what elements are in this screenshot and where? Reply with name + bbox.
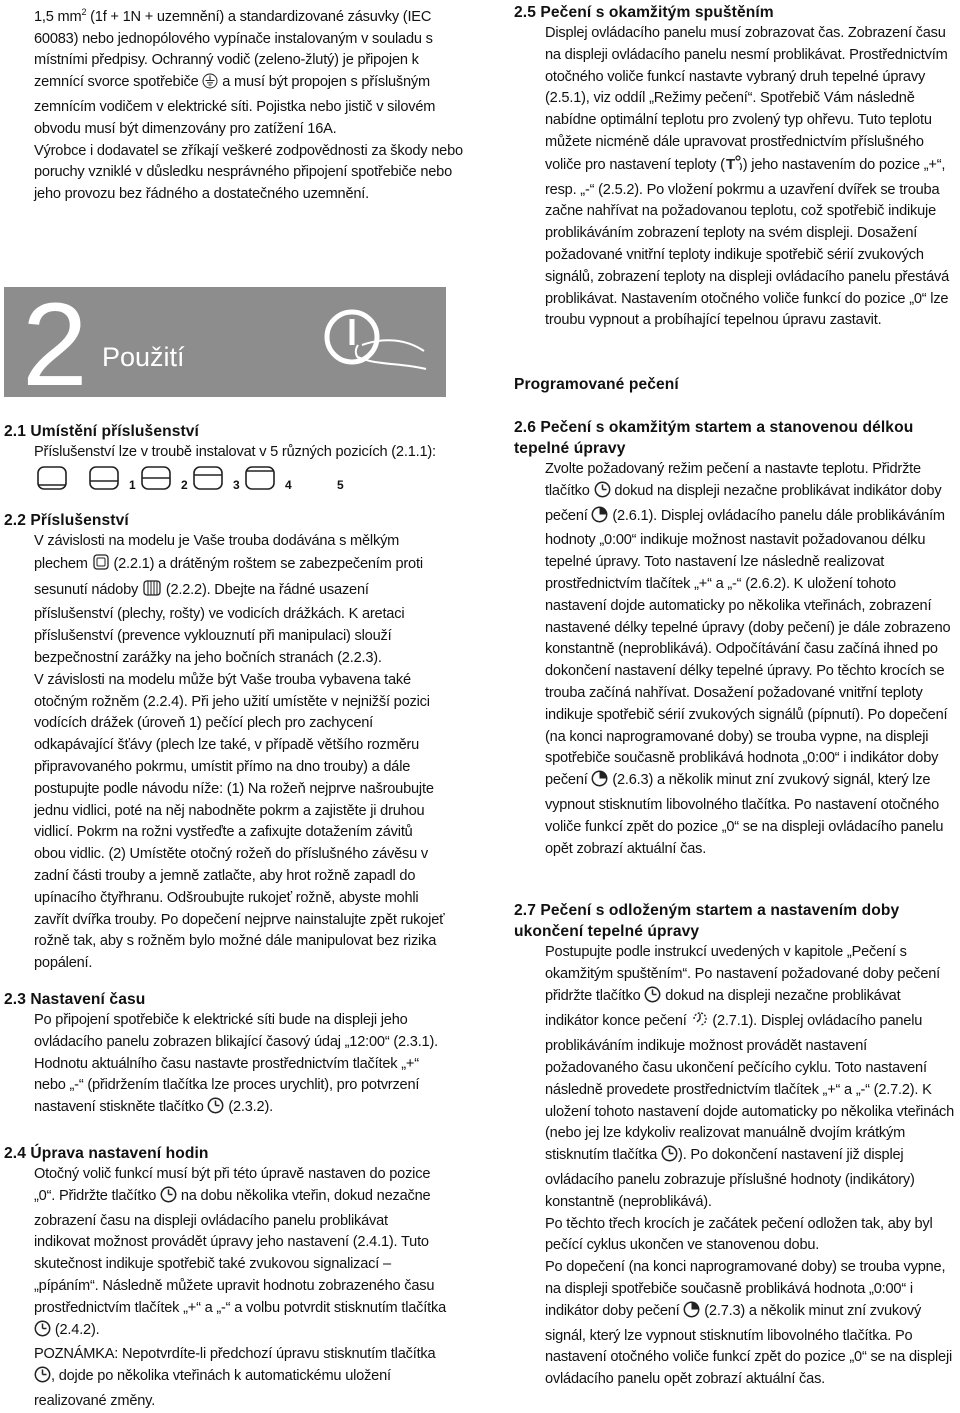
section-2-4-text: [4, 1164, 446, 1344]
ground-symbol-icon: [202, 73, 218, 97]
chapter-banner: [4, 287, 446, 397]
section-2-2-body-b: (2.2.1) a drátěným roštem se zabezpečením proti sesunutí nádoby: [34, 555, 423, 598]
section-2-6: [514, 417, 954, 860]
power-knob-icon: [314, 299, 434, 389]
intro-block: [34, 2, 466, 206]
chapter-title: Použití: [102, 342, 185, 372]
section-2-5-text: [514, 23, 957, 332]
section-2-4-title: 2.4 Úprava nastavení hodin: [4, 1145, 209, 1162]
section-2-4-note-b: , dojde po několika vteřinách k automatickému uložení realizované změny.: [34, 1368, 391, 1409]
section-2-4: [4, 1143, 474, 1413]
section-2-7-body-a: Postupujte podle instrukcí uvedených v kapitole „Pečení s okamžitým spuštěním“. Po nastavení požadované doby pečení přidržte tlačítko: [545, 944, 941, 1004]
intro-text-c: a musí být propojen s příslušným zemnícím vodičem v elektrické síti. Pojistka nebo jistič v silovém obvodu musí být dimenzovány pro zatížení 16A.: [34, 74, 436, 137]
section-2-7: [514, 900, 954, 1391]
section-2-5-body-a: Displej ovládacího panelu musí zobrazovat čas. Zobrazení času na displeji ovládacího panelu nesmí problikávat. Prostřednictvím otočného voliče funkcí nastavte vybraný druh tepelné úpravy (2.5.1), viz oddíl „Režimy pečení“. Spotřebič Vám následně nabídne optimální teplotu pro zvolený typ ohřevu. Tuto teplotu můžete nicméně dále upravovat prostřednictvím příslušného voliče pro nastavení teploty (: [545, 25, 948, 173]
section-2-1-title: 2.1 Umístění příslušenství: [4, 423, 199, 440]
section-2-3: [4, 989, 474, 1122]
section-2-6-body-d: (2.6.3) a několik minut zní zvukový signál, který lze vypnout stisknutím libovolného tlačítka. Po nastavení otočného voliče funkcí zpět do pozice „0“ se na displeji ovládacího panelu opět zobrazí aktuální čas.: [545, 772, 944, 857]
shelf-position-5: 5: [337, 478, 344, 492]
section-2-3-body-b: (2.3.2).: [224, 1099, 273, 1116]
section-2-2-body-c: (2.2.2). Dbejte na řádné usazení příslušenství (plechy, rošty) ve vodicích drážkách. K aretaci příslušenství (prevence vyklouznutí při manipulaci) slouží bezpečnostní zarážky na jeho bočních stranách (2.2.3).: [34, 581, 405, 666]
section-2-6-text: [514, 459, 957, 860]
svg-text:T: T: [725, 155, 735, 172]
shelf-position-3: 3: [233, 478, 240, 492]
cooking-duration-icon: [591, 770, 608, 795]
cooking-duration-icon: [683, 1301, 700, 1326]
intro-paragraph: [34, 2, 466, 141]
intro-superscript: 2: [81, 7, 87, 17]
section-2-7-delay-note: Po těchto třech krocích je začátek pečení odložen tak, aby byl pečící cyklus ukončen ve stanovenou dobu.: [545, 1215, 933, 1254]
section-2-2-title: 2.2 Příslušenství: [4, 512, 129, 529]
clock-icon: [160, 1186, 177, 1211]
wire-rack-icon: [142, 579, 162, 605]
shelf-position-4: 4: [285, 478, 292, 492]
section-2-4-note-a: POZNÁMKA: Nepotvrdíte-li předchozí úpravu stisknutím tlačítka: [34, 1346, 436, 1363]
section-2-7-title: 2.7 Pečení s odloženým startem a nastavením doby ukončení tepelné úpravy: [514, 902, 900, 940]
shelf-position-1: 1: [129, 478, 136, 492]
section-2-5-body-b: ) jeho nastavením do pozice „+“, resp. „-“ (2.5.2). Po vložení pokrmu a uzavření dvířek se trouba začne nahřívat na požadovanou teplotu, což spotřebič indikuje problikáváním zobrazení teploty na svém displeji. Dosažení požadované vnitřní teploty indikuje spotřebič sérií zvukových signálů, zobrazení teploty na displeji ovládacího panelu přestává problikávat. Nastavením otočného voliče funkcí do pozice „0“ lze troubu vypnout a probíhající tepelnou úpravu zastavit.: [545, 156, 950, 329]
section-2-6-body-a: Zvolte požadovaný režim pečení a nastavte teplotu. Přidržte tlačítko: [545, 461, 921, 499]
programmed-baking-heading: Programované pečení: [514, 376, 679, 393]
clock-icon: [594, 481, 611, 506]
section-2-4-body-c: (2.4.2).: [51, 1321, 100, 1338]
clock-icon: [644, 986, 661, 1011]
cooking-duration-icon: [591, 506, 608, 531]
section-2-6-title: 2.6 Pečení s okamžitým startem a stanovenou délkou tepelné úpravy: [514, 419, 914, 457]
section-2-4-body-b: na dobu několika vteřin, dokud nezačne zobrazení času na displeji ovládacího panelu problikávat indikovat možnost provádět úpravy jeho nastavení (2.4.1). Tuto skutečnost indikuje spotřebič také zvukovou signalizací – „pípáním“. Následně můžete upravit hodnotu zobrazeného času prostřednictvím tlačítek „+“ a „-“ a volbu potvrdit stisknutím tlačítka: [34, 1187, 446, 1316]
section-2-6-body-c: (2.6.1). Displej ovládacího panelu dále problikáváním hodnoty „0:00“ indikuje možnost nastavit požadovanou délku tepelné úpravy. Toto nastavení lze následně realizovat prostřednictvím tlačítek „+“ a „-“ (2.6.2). K uložení tohoto nastavení dojde automaticky po několika vteřinách, zobrazení nastavené délky tepelné úpravy (doby pečení) je dále zobrazeno konstantně (neproblikává). Odpočítávání času začíná ihned po dokončení nastavení délky tepelné úpravy. Po těchto krocích se trouba začíná nahřívat. Dosažení požadované vnitřní teploty indikuje spotřebič sérií zvukových signálů (pípnutí). Po dopečení (na konci naprogramované doby) se trouba vypne, na displeji spotřebiče současně problikává hodnota „0:00“ i indikátor doby pečení: [545, 507, 951, 789]
section-2-4-body-a: Otočný volič funkcí musí být při této úpravě nastaven do pozice „0“. Přidržte tlačítko: [34, 1166, 431, 1204]
section-2-2-body-a: V závislosti na modelu je Vaše trouba dodávána s mělkým plechem: [34, 533, 400, 572]
section-2-5: [514, 2, 954, 332]
section-2-7-body-b: dokud na displeji nezačne problikávat indikátor konce pečení: [545, 987, 901, 1030]
section-2-7-end-a: Po dopečení (na konci naprogramované doby) se trouba vypne, na displeji spotřebiče současně problikává hodnota „0:00“ i indikátor doby pečení: [545, 1259, 946, 1319]
section-2-3-text: [4, 1010, 446, 1122]
section-2-2-text: [4, 531, 446, 670]
section-2-6-body-b: dokud na displeji nezačne problikávat indikátor doby pečení: [545, 482, 942, 524]
shelf-position-2: 2: [181, 478, 188, 492]
section-2-7-end-b: (2.7.3) a několik minut zní zvukový signál, který lze vypnout stisknutím libovolného tlačítka. Po nastavení otočného voliče funkcí zpět do pozice „0“ se na displeji ovládacího panelu opět zobrazí aktuální čas.: [545, 1302, 953, 1388]
end-of-cooking-icon: [691, 1010, 709, 1036]
section-2-1: [4, 421, 474, 500]
section-2-3-body-a: Po připojení spotřebiče k elektrické síti bude na displeji jeho ovládacího panelu zobrazen blikající časový údaj „12:00“ (2.3.1). Hodnotu aktuálního času nastavte prostřednictvím tlačítek „+“ nebo „-“ (přidržením tlačítka lze proces urychlit), pro potvrzení nastavení stiskněte tlačítko: [34, 1012, 438, 1116]
disclaimer-paragraph: Výrobce i dodavatel se zříkají veškeré zodpovědnosti za škody nebo poruchy vzniklé v důsledku nesprávného připojení spotřebiče nebo jeho provozu bez řádného a dostatečného uzemnění.: [34, 142, 463, 203]
intro-text-a: 1,5 mm: [34, 8, 82, 25]
clock-icon: [661, 1145, 678, 1170]
section-2-2: [4, 510, 474, 975]
intro-text-b: (1f + 1N + uzemnění) a standardizované zásuvky (IEC 60083) nebo jednopólového vypínače instalovaným v souladu s místními předpisy. Ochranný vodič (zeleno-žlutý) je připojen k zemnící svorce spotřebiče: [34, 8, 433, 91]
baking-tray-icon: [92, 553, 110, 579]
clock-icon: [34, 1366, 51, 1391]
clock-icon: [34, 1320, 51, 1345]
section-2-5-title: 2.5 Pečení s okamžitým spuštěním: [514, 4, 774, 21]
section-2-7-body-d: ). Po dokončení nastavení již displej ovládacího panelu zobrazuje příslušné hodnoty (indikátory) konstantně (neproblikává).: [545, 1147, 915, 1210]
chapter-number: 2: [22, 287, 88, 397]
section-2-7-body-c: (2.7.1). Displej ovládacího panelu problikáváním indikuje možnost provádět nastavení požadovaného času ukončení pečícího cyklu. Toto nastavení následně provedete prostřednictvím tlačítek „+“ a „-“ (2.7.2). K uložení tohoto nastavení dojde automaticky po několika vteřinách (nebo jej lze kdykoliv realizovat manuálně dvojím krátkým stisknutím tlačítka: [545, 1013, 955, 1164]
temperature-icon: [725, 154, 743, 180]
clock-icon: [207, 1097, 224, 1122]
section-2-1-body: Příslušenství lze v troubě instalovat v 5 různých pozicích (2.1.1):: [34, 444, 436, 460]
section-2-7-text: [514, 942, 957, 1214]
section-2-4-note: [4, 1344, 446, 1412]
section-2-7-end: [514, 1257, 957, 1391]
section-2-2-rotisserie: V závislosti na modelu může být Vaše trouba vybavena také otočným rožněm (2.2.4). Při jeho užití umístěte v nejnižší pozici vodících drážek (úroveň 1) pečící plech pro zachycení odkapávající šťávy (plech lze také, v případě většího rozměru připravovaného pokrmu, umístit přímo na dno trouby) a dále postupujte podle návodu níže: (1) Na rožeň nejprve našroubujte jednu vidlici, poté na něj nabodněte pokrm a zajistěte ji druhou vidlicí. Pokrm na rožni vystřeďte a zafixujte dotažením závitů obou vidlic. (2) Umístěte otočný rožeň do příslušného závěsu v zadní části trouby a jemně zatlačte, aby hrot rožně zapadl do upínacího čtyřhranu. Odšroubujte rukojeť rožně, abyste mohli zavřít dvířka trouby. Po dopečení nejprve nainstalujte zpět rukojeť rožně tak, aby s rožněm bylo možné dále manipulovat bez rizika popálení.: [34, 671, 445, 972]
shelf-positions-diagram: [34, 464, 296, 500]
section-2-3-title: 2.3 Nastavení času: [4, 991, 146, 1008]
